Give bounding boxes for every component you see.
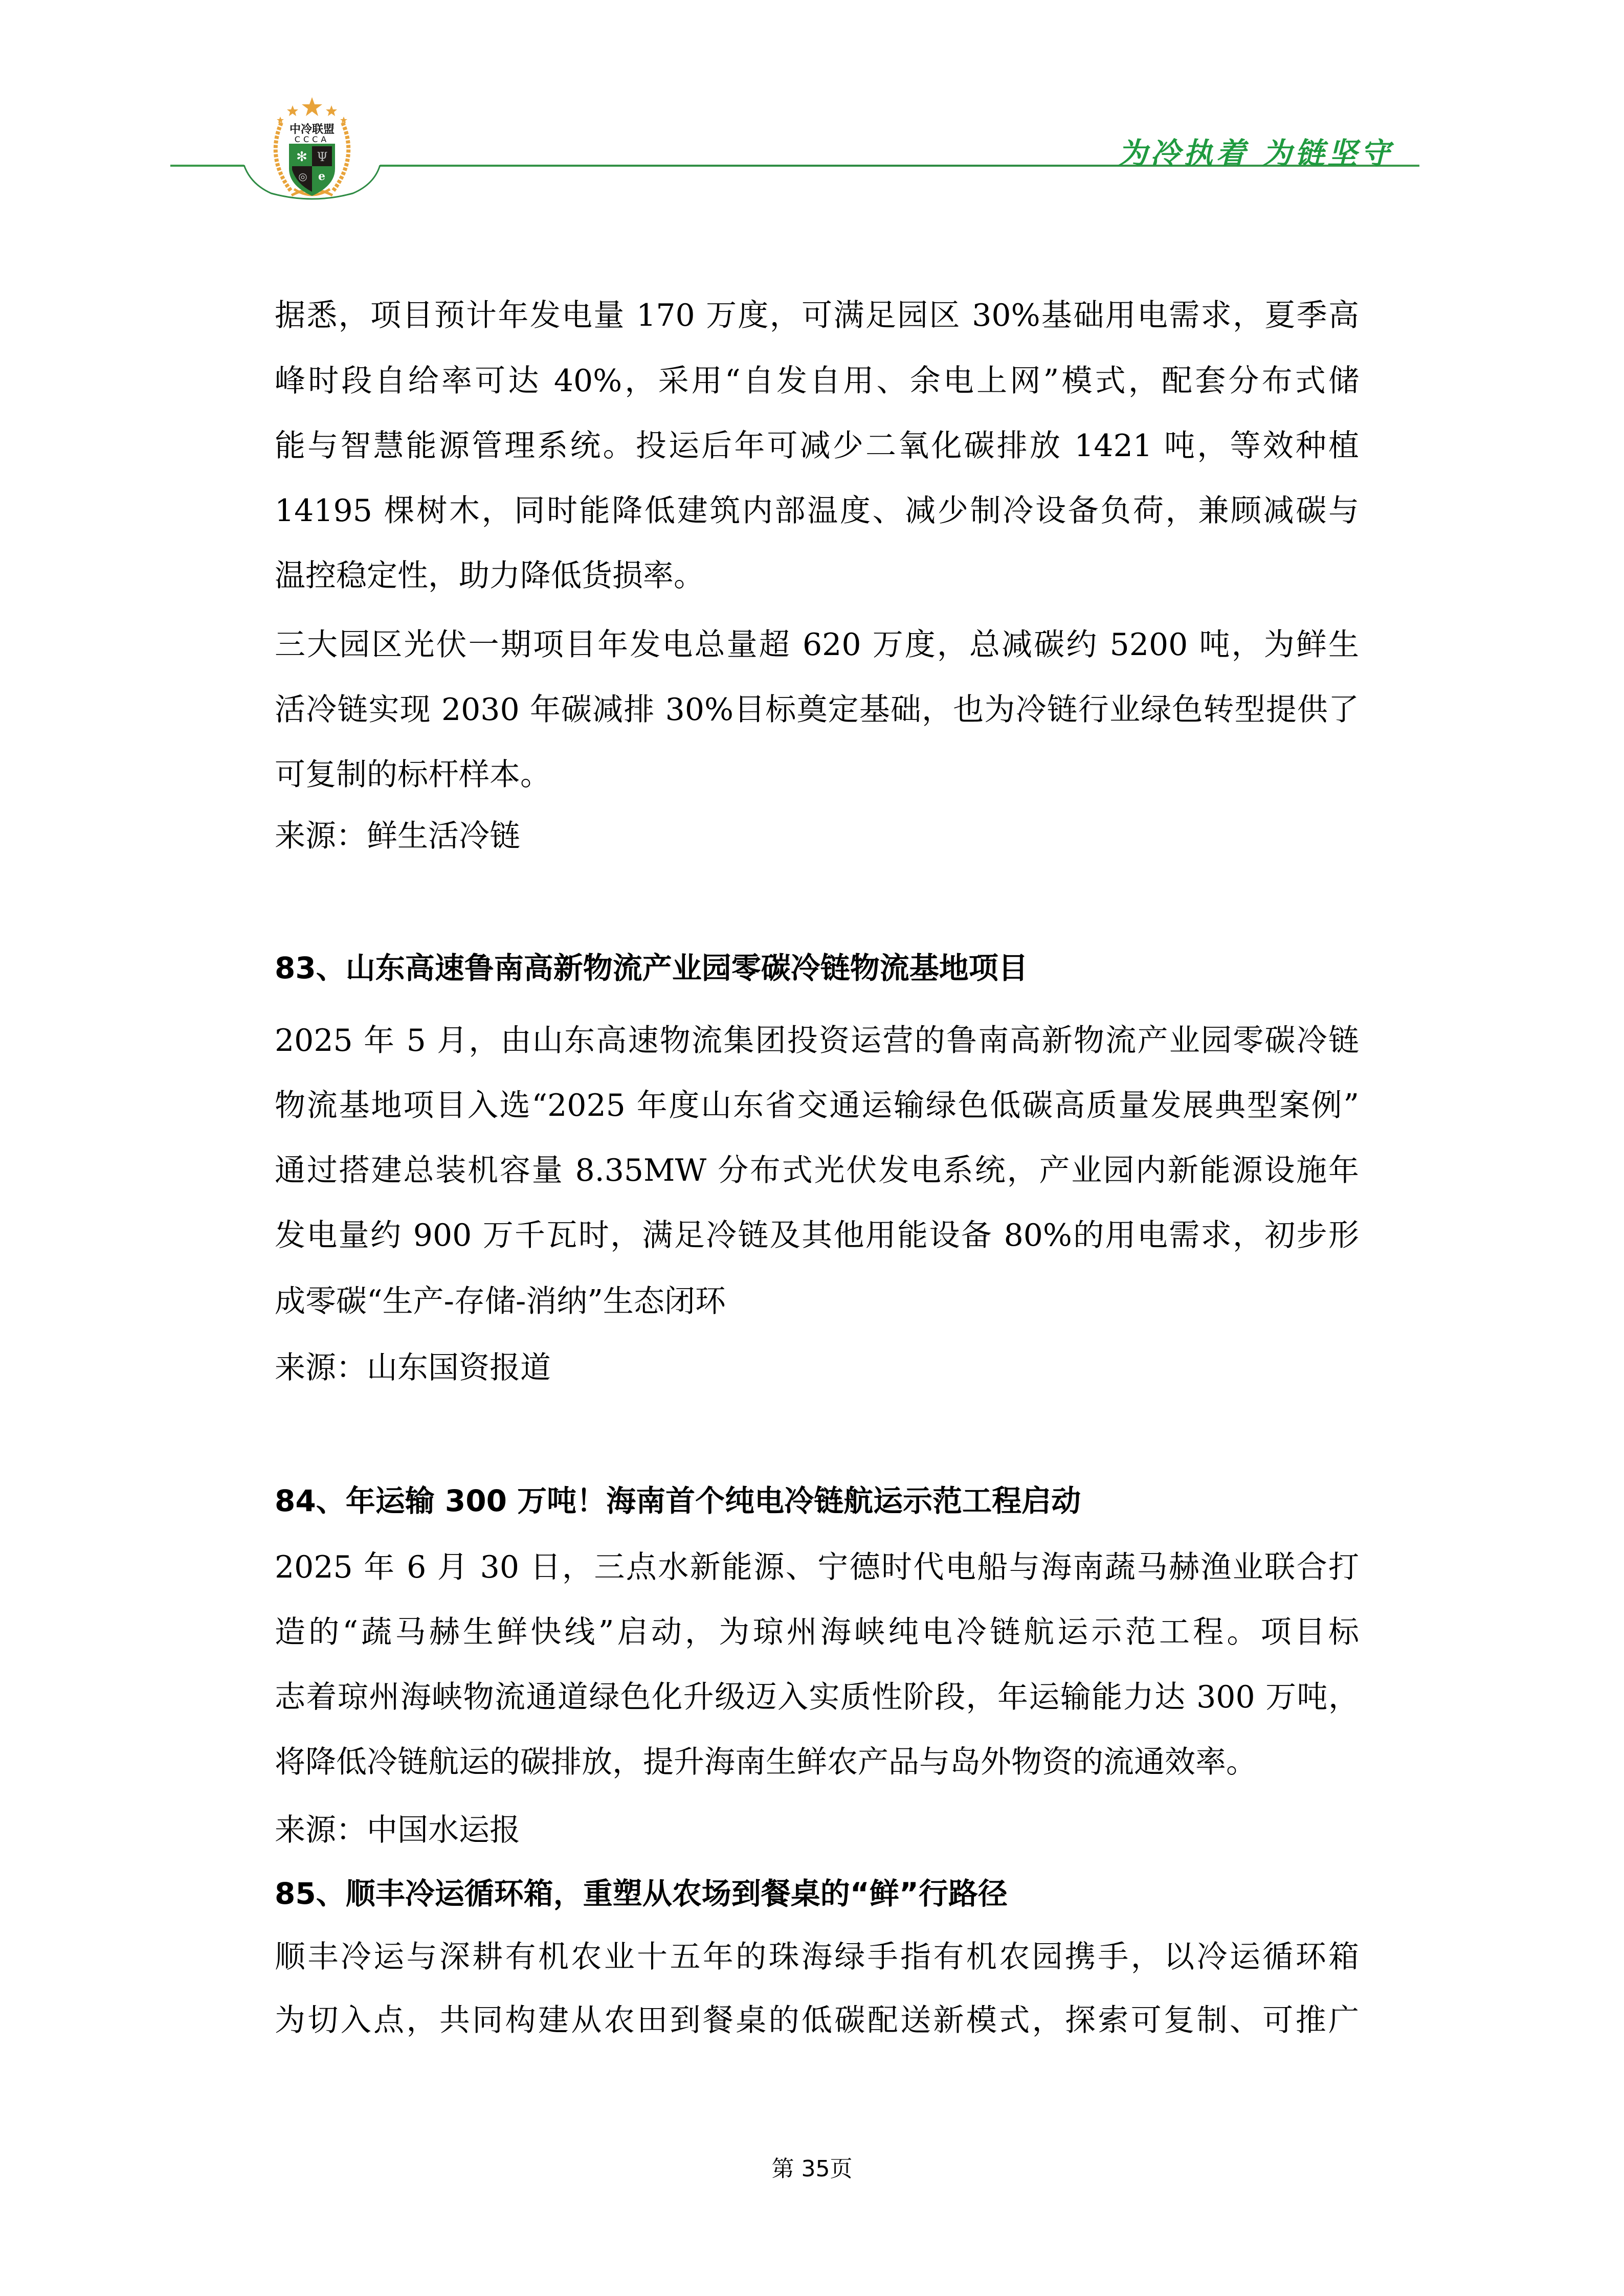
paragraph-line: 2025 年 6 月 30 日，三点水新能源、宁德时代电船与海南蔬马赫渔业联合打 xyxy=(275,1549,1359,1585)
snowflake-icon: ✻ xyxy=(296,149,307,165)
paragraph-line: 通过搭建总装机容量 8.35MW 分布式光伏发电系统，产业园内新能源设施年 xyxy=(275,1153,1359,1188)
paragraph-line: 14195 棵树木，同时能降低建筑内部温度、减少制冷设备负荷，兼顾减碳与 xyxy=(275,493,1359,529)
svg-text:CCCA: CCCA xyxy=(294,134,330,144)
star-icon xyxy=(277,97,347,123)
header-slogan: 为冷执着 为链坚守 xyxy=(1118,136,1393,171)
ccca-logo xyxy=(261,87,363,210)
section-heading: 85、顺丰冷运循环箱，重塑从农场到餐桌的“鲜”行路径 xyxy=(275,1876,1008,1911)
paragraph-line: 峰时段自给率可达 40%，采用“自发自用、余电上网”模式，配套分布式储 xyxy=(275,363,1359,399)
section-heading: 84、年运输 300 万吨！海南首个纯电冷链航运示范工程启动 xyxy=(275,1483,1081,1518)
paragraph-line: 造的“蔬马赫生鲜快线”启动，为琼州海峡纯电冷链航运示范工程。项目标 xyxy=(275,1614,1359,1650)
section-heading: 83、山东高速鲁南高新物流产业园零碳冷链物流基地项目 xyxy=(275,951,1028,985)
paragraph-line: 将降低冷链航运的碳排放，提升海南生鲜农产品与岛外物资的流通效率。 xyxy=(275,1744,1257,1780)
source-citation: 来源：中国水运报 xyxy=(275,1812,520,1848)
paragraph-line: 志着琼州海峡物流通道绿色化升级迈入实质性阶段，年运输能力达 300 万吨， xyxy=(275,1679,1359,1715)
paragraph-line: 可复制的标杆样本。 xyxy=(275,757,551,793)
paragraph-line: 能与智慧能源管理系统。投运后年可减少二氧化碳排放 1421 吨，等效种植 xyxy=(275,428,1359,464)
paragraph-line: 物流基地项目入选“2025 年度山东省交通运输绿色低碳高质量发展典型案例” xyxy=(275,1088,1359,1123)
e-commerce-icon: e xyxy=(318,170,325,183)
paragraph-line: 2025 年 5 月，由山东高速物流集团投资运营的鲁南高新物流产业园零碳冷链 xyxy=(275,1023,1359,1059)
source-citation: 来源：鲜生活冷链 xyxy=(275,818,520,854)
paragraph-line: 三大园区光伏一期项目年发电总量超 620 万度，总减碳约 5200 吨，为鲜生 xyxy=(275,627,1359,663)
paragraph-line: 成零碳“生产-存储-消纳”生态闭环 xyxy=(275,1284,726,1319)
paragraph-line: 发电量约 900 万千瓦时，满足冷链及其他用能设备 80%的用电需求，初步形 xyxy=(275,1218,1359,1253)
paragraph-line: 顺丰冷运与深耕有机农业十五年的珠海绿手指有机农园携手，以冷运循环箱 xyxy=(275,1939,1359,1975)
paragraph-line: 为切入点，共同构建从农田到餐桌的低碳配送新模式，探索可复制、可推广 xyxy=(275,2002,1359,2038)
paragraph-line: 温控稳定性，助力降低货损率。 xyxy=(275,558,704,594)
paragraph-line: 据悉，项目预计年发电量 170 万度，可满足园区 30%基础用电需求，夏季高 xyxy=(275,298,1359,333)
paragraph-line: 活冷链实现 2030 年碳减排 30%目标奠定基础，也为冷链行业绿色转型提供了 xyxy=(275,692,1359,728)
svg-text:中冷联盟: 中冷联盟 xyxy=(289,123,335,136)
wheat-icon: Ψ xyxy=(317,150,328,164)
source-citation: 来源：山东国资报道 xyxy=(275,1350,551,1386)
vehicle-icon: ◎ xyxy=(298,170,307,183)
page-number: 第 35页 xyxy=(771,2156,853,2182)
